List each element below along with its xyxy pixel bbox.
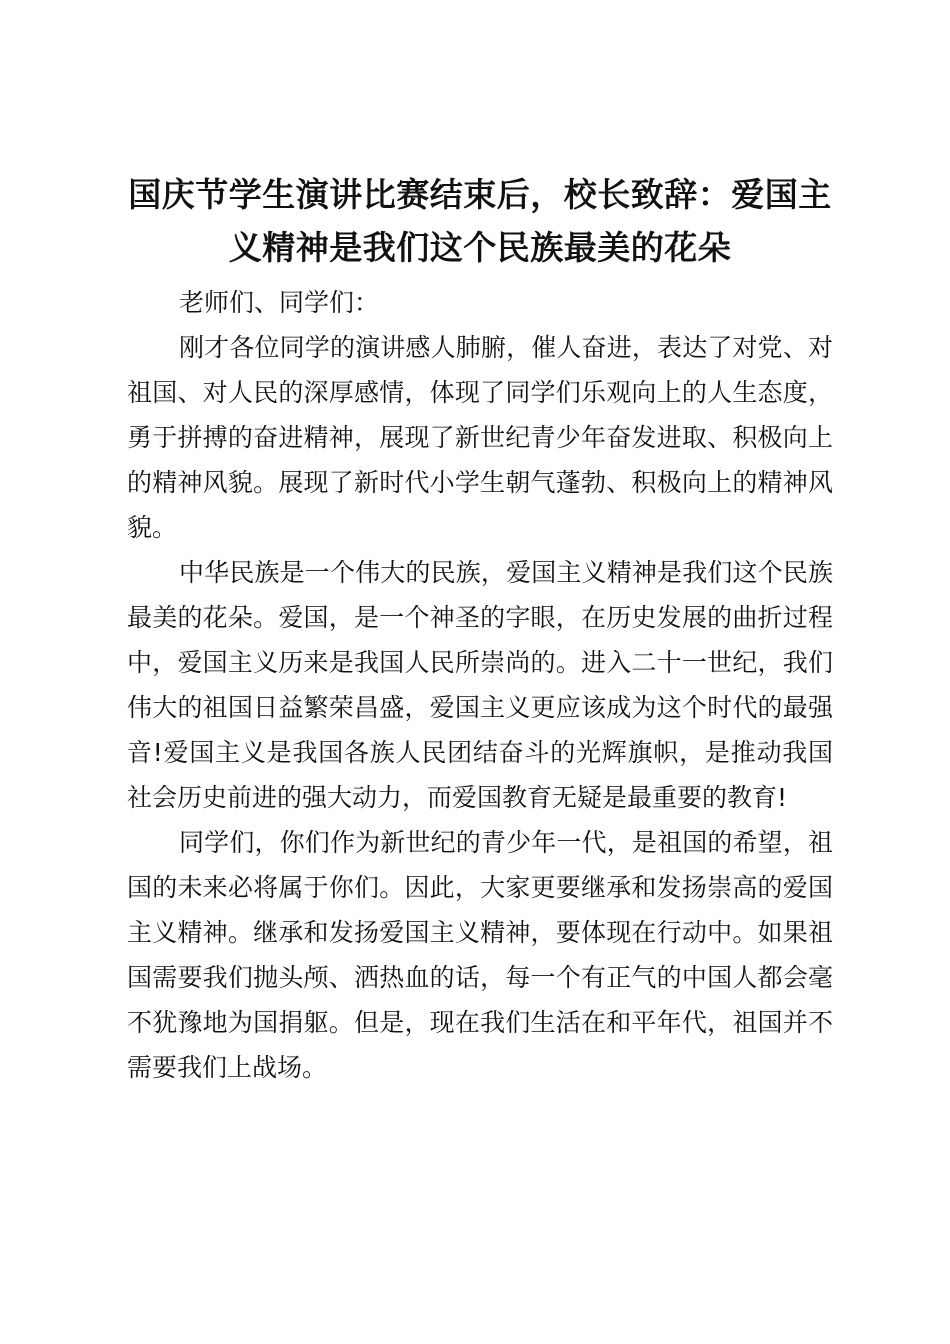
salutation: 老师们、同学们： <box>179 288 380 317</box>
document-body <box>127 168 833 1090</box>
paragraph-2: 中华民族是一个伟大的民族，爱国主义精神是我们这个民族最美的花朵。爱国，是一个神圣的字眼，在历史发展的曲折过程中，爱国主义历来是我国人民所崇尚的。进入二十一世纪，我们伟大的祖国日益繁荣昌盛，爱国主义更应该成为这个时代的最强音!爱国主义是我国各族人民团结奋斗的光辉旗帜，是推动我国社会历史前进的强大动力，而爱国教育无疑是最重要的教育! <box>127 558 833 812</box>
paragraph-1: 刚才各位同学的演讲感人肺腑，催人奋进，表达了对党、对祖国、对人民的深厚感情，体现了同学们乐观向上的人生态度，勇于拼搏的奋进精神，展现了新世纪青少年奋发进取、积极向上的精神风貌。展现了新时代小学生朝气蓬勃、积极向上的精神风貌。 <box>127 333 833 542</box>
document-title: 国庆节学生演讲比赛结束后，校长致辞：爱国主义精神是我们这个民族最美的花朵 <box>128 175 832 267</box>
paragraph-3: 同学们，你们作为新世纪的青少年一代，是祖国的希望，祖国的未来必将属于你们。因此，大家更要继承和发扬崇高的爱国主义精神。继承和发扬爱国主义精神，要体现在行动中。如果祖国需要我们抛头颅、洒热血的话，每一个有正气的中国人都会毫不犹豫地为国捐躯。但是，现在我们生活在和平年代，祖国并不需要我们上战场。 <box>127 828 833 1082</box>
